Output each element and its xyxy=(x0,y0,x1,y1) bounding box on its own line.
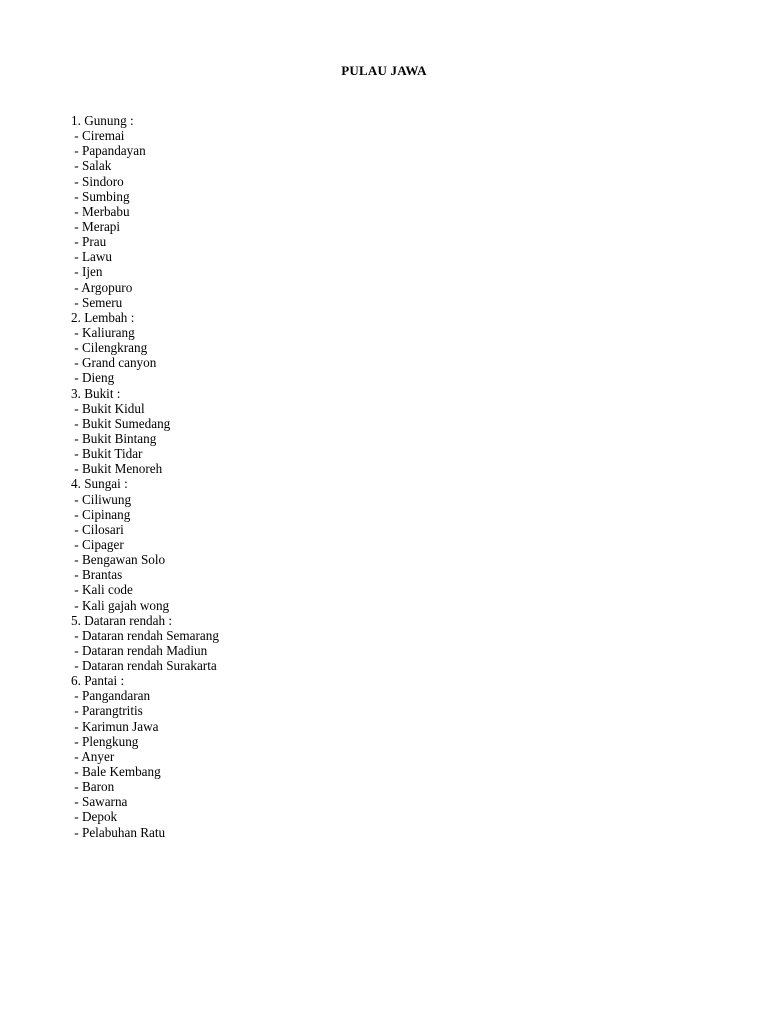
list-item: - Bukit Tidar xyxy=(71,446,143,462)
list-item: - Pangandaran xyxy=(71,688,151,704)
list-item: - Bukit Menoreh xyxy=(71,461,163,477)
list-item: - Plengkung xyxy=(71,733,139,749)
list-item: - Bukit Kidul xyxy=(71,400,145,416)
list-item: - Semeru xyxy=(71,294,123,310)
list-item: - Cilosari xyxy=(71,521,124,537)
list-item: - Bukit Bintang xyxy=(71,430,157,446)
section-heading: 6. Pantai : xyxy=(71,673,125,689)
section-heading: 5. Dataran rendah : xyxy=(71,612,173,628)
list-item: - Cilengkrang xyxy=(71,340,148,356)
list-item: - Brantas xyxy=(71,567,123,583)
list-item: - Dataran rendah Madiun xyxy=(71,642,208,658)
list-item: - Bukit Sumedang xyxy=(71,415,171,431)
document-title: PULAU JAWA xyxy=(341,63,427,78)
section-heading: 1. Gunung : xyxy=(71,113,134,128)
list-item: - Merapi xyxy=(71,218,121,234)
list-item: - Baron xyxy=(71,779,115,795)
list-item: - Ciremai xyxy=(71,128,125,144)
list-item: - Sumbing xyxy=(71,188,130,204)
list-item: - Salak xyxy=(71,158,112,174)
list-item: - Ciliwung xyxy=(71,491,132,507)
list-item: - Anyer xyxy=(71,748,115,764)
list-item: - Dataran rendah Semarang xyxy=(71,627,219,643)
list-item: - Papandayan xyxy=(71,143,146,159)
list-item: - Depok xyxy=(71,809,118,825)
list-item: - Kaliurang xyxy=(71,324,135,340)
list-item: - Kali code xyxy=(71,582,133,598)
section-heading: 2. Lembah : xyxy=(71,309,135,325)
list-item: - Merbabu xyxy=(71,203,130,219)
section-heading: 3. Bukit : xyxy=(71,385,121,401)
list-item: - Bengawan Solo xyxy=(71,552,166,568)
document-body xyxy=(71,113,219,840)
list-item: - Grand canyon xyxy=(71,355,157,371)
list-item: - Lawu xyxy=(71,249,113,265)
list-item: - Karimun Jawa xyxy=(71,718,159,734)
section-heading: 4. Sungai : xyxy=(71,476,128,492)
list-item: - Sawarna xyxy=(71,794,128,810)
list-item: - Sindoro xyxy=(71,173,124,189)
list-item: - Argopuro xyxy=(71,279,133,295)
list-item: - Dataran rendah Surakarta xyxy=(71,658,217,674)
list-item: - Bale Kembang xyxy=(71,764,161,780)
list-item: - Prau xyxy=(71,234,107,250)
list-item: - Dieng xyxy=(71,370,115,386)
list-item: - Cipager xyxy=(71,536,124,552)
list-item: - Parangtritis xyxy=(71,703,143,719)
list-item: - Cipinang xyxy=(71,506,131,522)
list-item: - Kali gajah wong xyxy=(71,597,170,613)
list-item: - Pelabuhan Ratu xyxy=(71,824,166,840)
list-item: - Ijen xyxy=(71,264,103,280)
